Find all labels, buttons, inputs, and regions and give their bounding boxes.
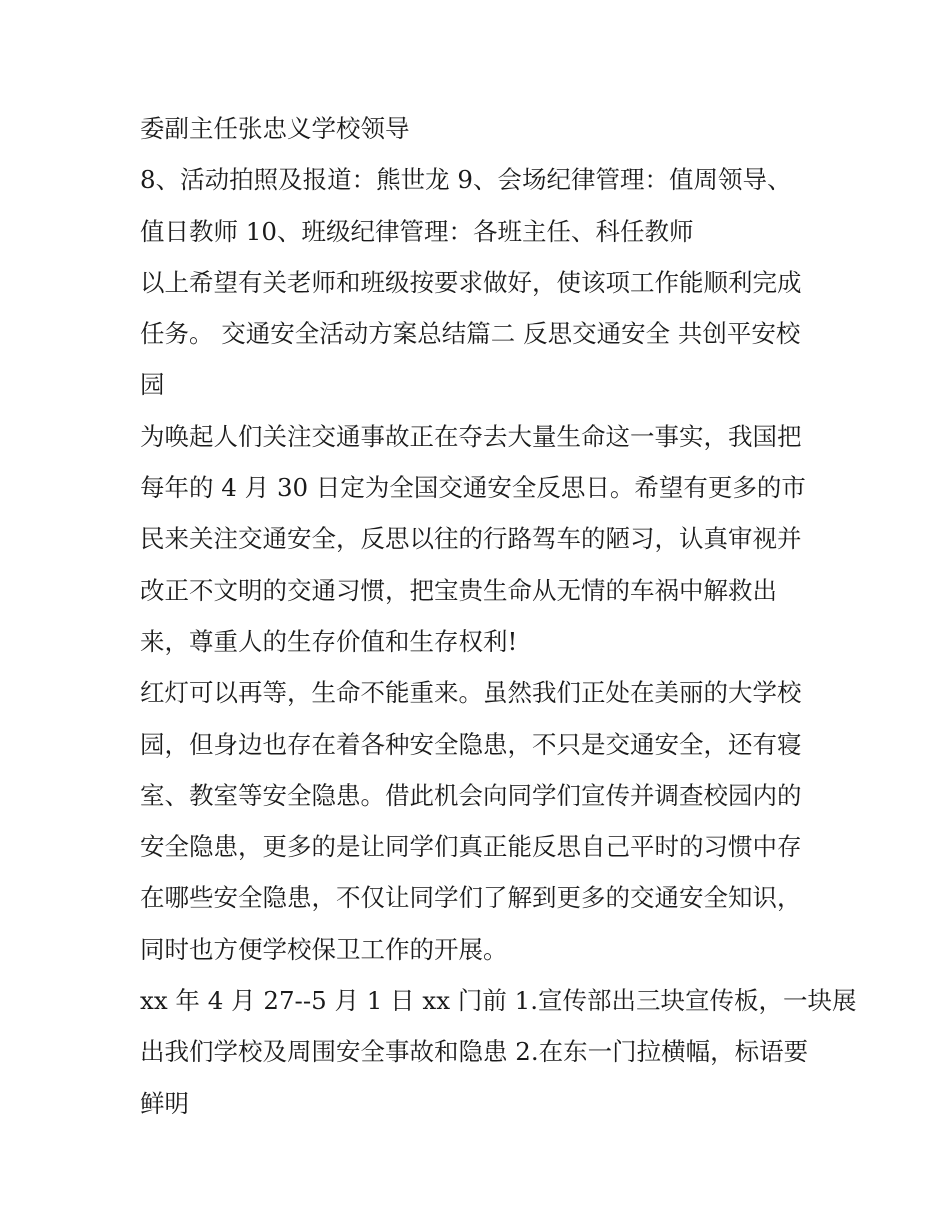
text-line: 同时也方便学校保卫工作的开展。 [140,934,508,964]
text-line: xx 年 4 月 27--5 月 1 日 xx 门前 1.宣传部出三块宣传板，一块展 [140,986,857,1016]
text-line: 为唤起人们关注交通事故正在夺去大量生命这一事实，我国把 [140,421,802,451]
text-line: 改正不文明的交通习惯，把宝贵生命从无情的车祸中解救出 [140,575,777,605]
text-line: 安全隐患，更多的是让同学们真正能反思自己平时的习惯中存 [140,832,802,862]
paragraph-5 [140,667,812,975]
text-line: 以上希望有关老师和班级按要求做好，使该项工作能顺利完成 [140,267,802,297]
paragraph-4 [140,411,812,667]
text-line: 民来关注交通安全，反思以往的行路驾车的陋习，认真审视并 [140,524,802,554]
text-line: 室、教室等安全隐患。借此机会向同学们宣传并调查校园内的 [140,780,802,810]
text-line: 任务。 交通安全活动方案总结篇二 反思交通安全 共创平安校 [140,319,801,349]
paragraph-1 [140,103,812,154]
text-line: 在哪些安全隐患，不仅让同学们了解到更多的交通安全知识， [140,883,802,913]
text-line: 来，尊重人的生存价值和生存权利! [140,626,518,656]
text-line: 8、活动拍照及报道：熊世龙 9、会场纪律管理：值周领导、 [140,165,792,195]
document-body [140,103,857,1129]
text-line: 园，但身边也存在着各种安全隐患，不只是交通安全，还有寝 [140,729,802,759]
text-line: 委副主任张忠义学校领导 [140,114,410,143]
text-line: 鲜明 [140,1088,189,1118]
text-line: 园 [140,370,165,400]
text-line: 每年的 4 月 30 日定为全国交通安全反思日。希望有更多的市 [140,473,806,503]
text-line: 出我们学校及周围安全事故和隐患 2.在东一门拉横幅，标语要 [140,1037,809,1067]
text-line: 值日教师 10、班级纪律管理：各班主任、科任教师 [140,216,694,246]
paragraph-6 [140,975,857,1129]
paragraph-3 [140,257,812,411]
paragraph-2 [140,154,812,257]
text-line: 红灯可以再等，生命不能重来。虽然我们正处在美丽的大学校 [140,678,802,708]
